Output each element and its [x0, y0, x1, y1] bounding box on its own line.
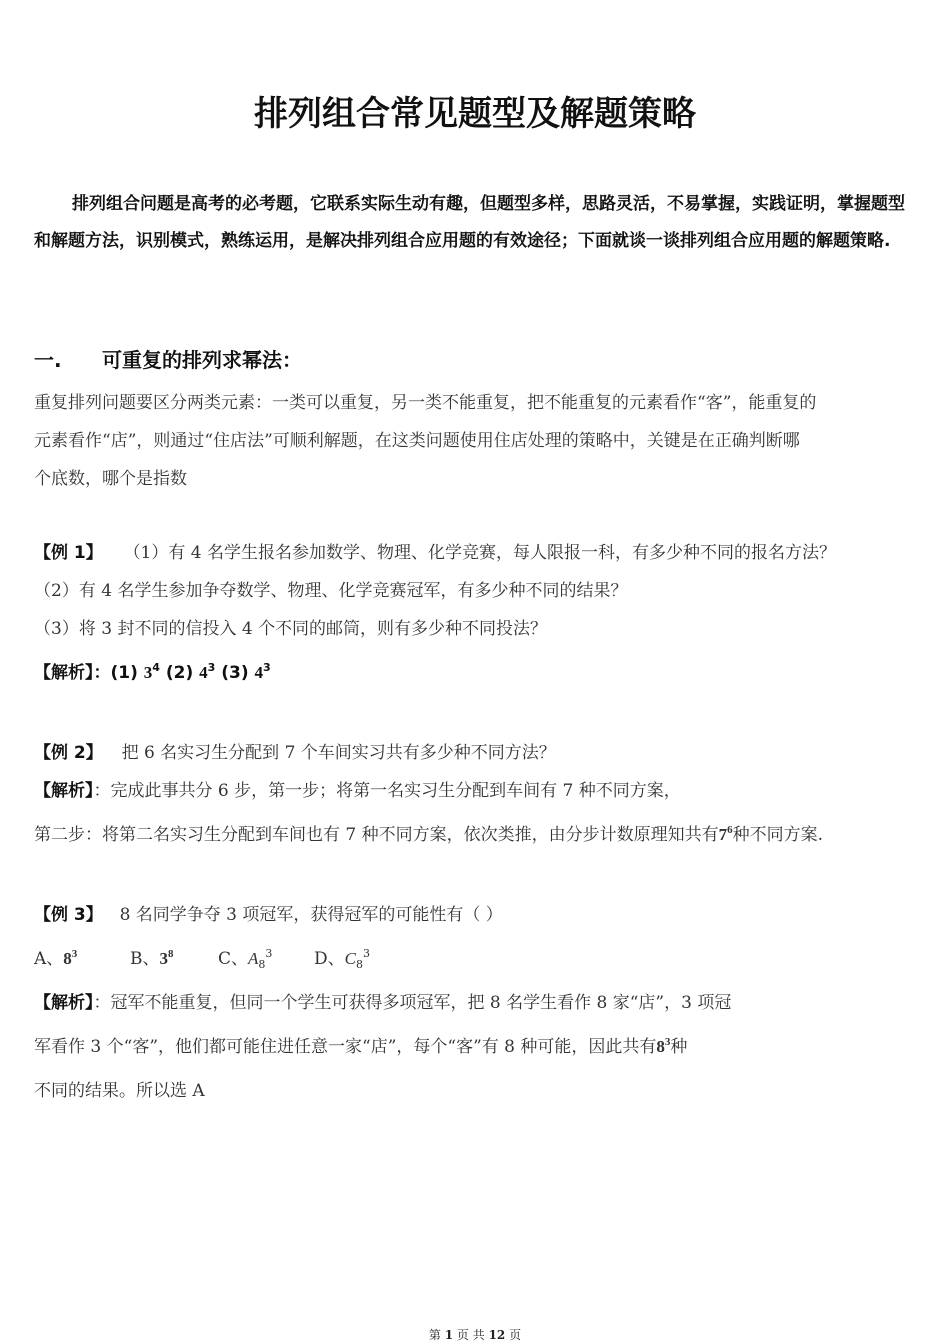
- option-a: [34, 944, 130, 969]
- example-1-question-1: [34, 538, 836, 563]
- section-desc-line: 元素看作“店”，则通过“住店法”可顺利解题，在这类问题使用住店处理的策略中，关键是在正确判断哪: [34, 431, 800, 451]
- solution-part: ：(1): [93, 663, 144, 683]
- option-base: 3: [159, 949, 168, 968]
- solution-part: (2): [159, 663, 200, 683]
- answer-base: 8: [656, 1037, 665, 1056]
- answer-base: 3: [143, 663, 153, 682]
- example-1-solution: [34, 658, 271, 683]
- answer-base: 4: [199, 663, 208, 682]
- option-superscript: 3: [362, 947, 370, 960]
- option-c: [218, 944, 314, 969]
- section-heading: [34, 344, 302, 373]
- answer-base: 4: [254, 663, 264, 682]
- question-text: 把 6 名实习生分配到 7 个车间实习共有多少种不同方法？: [121, 743, 556, 763]
- answer-exponent: 3: [207, 661, 216, 674]
- answer-base: 7: [718, 825, 728, 844]
- example-3-options: [34, 944, 370, 969]
- solution-part: (3): [215, 663, 255, 683]
- option-exponent: 3: [71, 948, 78, 960]
- option-exponent: 8: [168, 948, 174, 960]
- option-b: [130, 944, 218, 969]
- footer-text: 页: [509, 1328, 522, 1342]
- option-symbol: A: [248, 949, 259, 968]
- answer-exponent: 3: [664, 1036, 671, 1048]
- page-footer: [0, 1326, 950, 1343]
- example-3-solution-2: [34, 1032, 687, 1057]
- example-label: 【例 1】: [34, 543, 103, 563]
- section-title: 可重复的排列求幂法：: [102, 348, 302, 372]
- example-3-solution-1: [34, 988, 731, 1013]
- intro-text: 排列组合问题是高考的必考题，它联系实际生动有趣，但题型多样，思路灵活，不易掌握，实践证明，掌握题型和解题方法，识别模式，熟练运用，是解决排列组合应用题的有效途径；下面就谈一谈排列组合应用题的解题策略.: [34, 194, 905, 251]
- footer-text: 页 共: [456, 1328, 485, 1342]
- example-label: 【例 3】: [34, 905, 103, 925]
- answer-exponent: 6: [727, 824, 733, 836]
- section-desc-line: 个底数，哪个是指数: [34, 469, 187, 489]
- option-d: [314, 944, 370, 969]
- option-base: 8: [63, 949, 72, 968]
- solution-label: 【解析】: [34, 781, 94, 801]
- option-label: B、: [130, 949, 160, 969]
- option-label: C、: [218, 949, 249, 969]
- example-3-question: [34, 900, 503, 925]
- solution-text: 种不同方案.: [732, 825, 824, 845]
- solution-text: ：完成此事共分 6 步，第一步；将第一名实习生分配到车间有 7 种不同方案，: [93, 781, 681, 801]
- solution-text: ：冠军不能重复，但同一个学生可获得多项冠军，把 8 名学生看作 8 家“店”，3 项冠: [93, 993, 732, 1013]
- option-label: D、: [314, 949, 345, 969]
- footer-text: 第: [428, 1328, 441, 1342]
- solution-text: 种: [670, 1037, 688, 1057]
- intro-paragraph: [34, 186, 918, 260]
- answer-exponent: 3: [263, 661, 271, 674]
- example-label: 【例 2】: [34, 743, 103, 763]
- solution-text: 第二步：将第二名实习生分配到车间也有 7 种不同方案，依次类推，由分步计数原理知共有: [34, 825, 719, 845]
- section-desc-line: 重复排列问题要区分两类元素：一类可以重复，另一类不能重复，把不能重复的元素看作“客”，能重复的: [34, 393, 817, 413]
- question-text: （1）有 4 名学生报名参加数学、物理、化学竞赛，每人限报一科，有多少种不同的报名方法？: [123, 543, 837, 563]
- total-pages: 12: [488, 1328, 506, 1342]
- solution-text: 军看作 3 个“客”，他们都可能住进任意一家“店”，每个“客”有 8 种可能，因此共有: [34, 1037, 657, 1057]
- page-title: 排列组合常见题型及解题策略: [254, 94, 696, 134]
- option-symbol: C: [344, 949, 356, 968]
- section-number: 一.: [34, 348, 62, 372]
- question-text: 8 名同学争夺 3 项冠军，获得冠军的可能性有（ ）: [119, 905, 503, 925]
- answer-exponent: 4: [152, 661, 160, 674]
- solution-label: 【解析】: [34, 663, 94, 683]
- option-label: A、: [34, 949, 64, 969]
- solution-label: 【解析】: [34, 993, 94, 1013]
- option-subscript: 8: [258, 958, 266, 971]
- option-superscript: 3: [265, 947, 273, 960]
- example-1-question-2: （2）有 4 名学生参加争夺数学、物理、化学竞赛冠军，有多少种不同的结果？: [34, 581, 628, 601]
- example-2-question: [34, 738, 556, 763]
- example-2-solution-2: [34, 820, 823, 845]
- example-2-solution-1: [34, 776, 681, 801]
- example-3-solution-3: 不同的结果。所以选 A: [34, 1081, 205, 1101]
- option-subscript: 8: [355, 958, 363, 971]
- page-number: 1: [444, 1328, 454, 1342]
- example-1-question-3: （3）将 3 封不同的信投入 4 个不同的邮筒，则有多少种不同投法？: [34, 619, 548, 639]
